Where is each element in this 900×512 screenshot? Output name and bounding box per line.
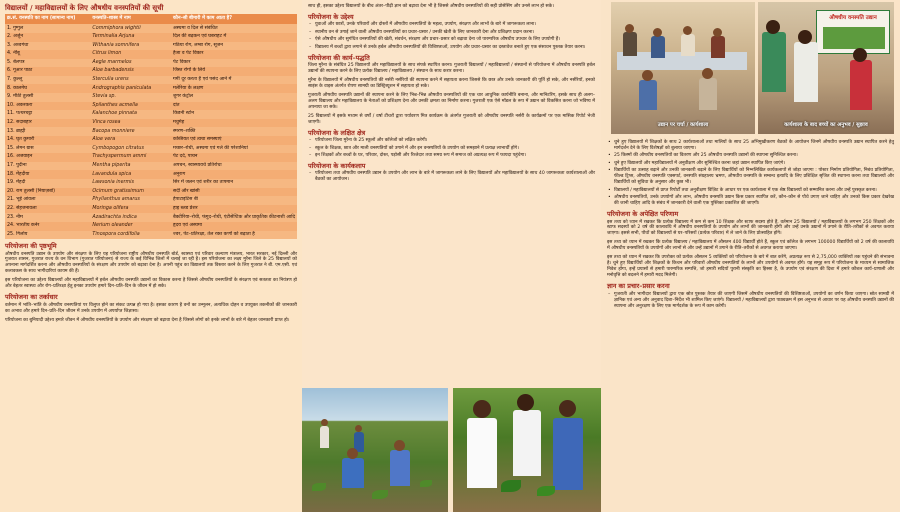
list-item: • चुने हुए विद्यालयों में शिक्षकों के साथ 2 कार्यशालाओं तथा मालियों के साथ 25 अभिमुखीकरण बैठकों के आयोजन जिनमें औषधीय वनस्पति उद्यान स्थापित करने हेतु मार्गदर्शन देने के लिए विशेषज्ञों को बुलाया जाएगा। [607, 140, 894, 152]
plant-scientific-name: Sterculia urens [92, 77, 129, 83]
target-list [308, 138, 595, 159]
plant-use: अस्थमा व दिल से संबंधित [172, 25, 218, 31]
plant-use: पेट विकार [172, 59, 191, 65]
plant-scientific-name: Andrographis paniculata [92, 85, 152, 91]
table-row [5, 119, 297, 128]
program-banner: औषधीय वनस्पति उद्यान [816, 10, 890, 54]
plant-scientific-name: Aloe vera [92, 137, 116, 143]
plant-use: सर्दी और खांसी [172, 188, 200, 194]
target-title: परियोजना के लक्षित क्षेत्र [308, 128, 366, 137]
plant-scientific-name: Trachyspermum ammi [92, 154, 147, 160]
photo-caption-children: कार्यशाला के बाद बच्चों का अनुभव / सुझाव [784, 122, 868, 129]
intro-paragraph: साथ ही, इसका उद्देश्य विद्यालयों के बीच अंतर–पीढ़ी ज्ञान को बढ़ावा देना भी है जिससे औषधीय वनस्पतियों की सही प्रोसेसिंग और उनसे लाभ हो सके। [308, 4, 554, 9]
plant-use: हेपाटाइटिस बी [172, 197, 198, 203]
table-row [5, 222, 297, 231]
list-item: – स्थानीय वन से उगाई जाने वाली औषधीय वनस्पतियों का प्रचार–प्रसार / उनकी खेती के लिए जानकारी देना और प्रशिक्षण प्रदान करना। [308, 30, 595, 36]
plant-use: गठिया रोग, लम्बा रोग, सूजन [172, 42, 223, 48]
table-row [5, 205, 297, 214]
plant-use: कब्जियत एवं त्वचा समस्याएं [172, 137, 222, 143]
plant-common-name: 20. राम तुलसी (नियाज़बो) [7, 188, 55, 194]
plant-scientific-name: Lavandula spica [92, 171, 132, 177]
outcomes-paragraph-1: इस तथ्य को ध्यान में रखकर कि प्रत्येक विद्यालय में कम से कम 10 शिक्षक और स्टाफ सदस्य होते हैं, वर्तमान 25 विद्यालयों / महाविद्यालयों के लगभग 250 शिक्षकों और स्टाफ सदस्यों को 2 वर्ष की कालावधि में औषधीय वनस्पतियों के उपयोग और लाभों की जानकारी होगी और उन्हें उनके उद्यानों में उगाने के रीति–तरीकों से अवगत कराया जाएगा। इससे सभी, पौधों को विद्यालयों से घर–परिसरों (प्रत्येक परिवार) में ले जाने के लिए प्रोत्साहित होंगे। [607, 219, 894, 237]
list-item: • औषधीय वनस्पतियों, उनके उपयोगों और लाभ, औषधीय वनस्पति उद्यान किस प्रकार स्थापित करें, कौन–कौन से पौधे उगाए जाने चाहिए और उनको किस प्रकार देखरेख की जानी चाहिए आदि के संबंध में जानकारी देने वाली एक पुस्तिका प्रकाशित की जाएगी। [607, 195, 894, 207]
plant-scientific-name: Bacopa monniere [92, 128, 135, 134]
plant-common-name: 17. पुदीना [7, 163, 27, 168]
plant-scientific-name: Ocimum gratissimum [92, 188, 144, 194]
plant-common-name: 16. अजवाइन [7, 154, 33, 160]
photo-caption-workshop: उद्यान पर चर्चा / कार्यशाला [657, 122, 709, 129]
plant-scientific-name: Aloe barbadensis [92, 68, 134, 74]
knowledge-list [607, 292, 894, 310]
table-row [5, 84, 297, 93]
plant-common-name: 15. लेमन ग्रास [7, 145, 34, 151]
plant-use: बैक्टीरिया–रोधी, फंगुद–रोधी, एंटीसेप्टिक और प्राकृतिक कीटनाशी आदि [172, 214, 295, 220]
plant-use: हैजा व पेट विकार [172, 51, 204, 57]
table-row [5, 153, 297, 162]
plant-use: मधुमेह [172, 120, 185, 126]
plant-common-name: 21. भूई आंवला [7, 197, 36, 203]
table-row [5, 33, 297, 42]
table-row [5, 213, 297, 222]
plant-scientific-name: Cymbopogon citratus [92, 145, 144, 151]
list-item: – गुजराती और भागीदार विद्यालयों द्वारा एक स्रोत पुस्तक तैयार की जाएगी जिसमें औषधीय वनस्पतियों की विशिष्टताओं, उपयोगों का वर्णन किया जाएगा। स्रोत सामग्री में ज्ञानिक एवं अन्य और अनुवाद दिशा–निर्देश भी शामिल किए जाएंगे। विद्यालयों / महाविद्यालयों द्वारा पाठ्यक्रम में इस अनुभव से आधार पर यह औषधीय वनस्पति उद्यानों की स्थापना और अनुरक्षण के लिए एक मार्गदर्शक के रूप में काम करेगी। [607, 292, 894, 310]
plant-use: हाइ ब्लड प्रेशर [172, 205, 198, 211]
activities-continued-list [607, 140, 894, 207]
table-row [5, 110, 297, 119]
plant-use: अपचन, स्वास्थ्यवर्ध प्रतिरोधा [172, 163, 222, 168]
plant-common-name: 13. ब्राह्मी [7, 128, 26, 134]
table-row [5, 93, 297, 102]
table-row [5, 127, 297, 136]
plant-common-name: 22. सेहजनावला [7, 205, 37, 211]
table-row [5, 162, 297, 171]
header-scientific-name: वनस्पति–शास्त्र में नाम [90, 14, 171, 24]
plant-common-name: 3. अश्वगंधा [7, 42, 29, 48]
plant-scientific-name: Mentha piperita [92, 163, 131, 168]
list-item: • विद्यार्थियों का उत्साह बढ़ाने और उनकी जानकारी बढ़ाने के लिए विद्यार्थियों को निम्नलिखित कार्यकलापों से जोड़ा जाएगा : पोस्टर निर्माण प्रतियोगिता, निबंध प्रतियोगिता, फील्ड ट्रिप्स, औषधीय वनस्पति एक्सपर्ट, वनस्पति संग्रहालय भ्रमण, औषधीय वनस्पति के सम्बन्ध इत्यादि के लिए प्रशिक्षित सृजित की स्थापना करना तथा विद्यालयों और विद्यार्थियों को सुविधा के अनुसार और कुछ भी। [607, 168, 894, 186]
plant-scientific-name: Nerium oleander [92, 223, 133, 229]
plant-common-name: 14. घृत कुमारी [7, 137, 35, 143]
plant-common-name: 10. अकरकरा [7, 102, 33, 108]
table-header-row [5, 14, 297, 24]
background-paragraph-2: इस परियोजना का उद्देश्य विद्यालयों और महाविद्यालयों में हर्बल औषधीय वनस्पति उद्यानों का विकास करना है जिससे औषधीय वनस्पतियों के संरक्षण एवं सततता का नियंत्रण हो और बेहतर स्वास्थ्य और रोग–प्रतिरक्षा हेतु इनका उपयोग हमारे दिन–प्रति–दिन के जीवन में हो सके। [5, 278, 297, 290]
table-row [5, 50, 297, 59]
plant-use: मलेरिया के लक्षण [172, 85, 204, 91]
plant-use: अनुराग [172, 171, 186, 177]
plant-scientific-name: Tinospora cordifolia [92, 231, 140, 237]
table-row [5, 145, 297, 154]
table-row [5, 136, 297, 145]
table-row [5, 67, 297, 76]
background-title: परियोजना की पृष्ठभूमि [5, 242, 57, 251]
plant-use: जिस्त रोगों के लिये [172, 68, 206, 74]
plant-common-name: 5. बेलपत्र [7, 59, 25, 65]
plant-common-name: 9. मीठी तुलसी [7, 94, 34, 100]
plant-scientific-name: Phyllanthus amarus [92, 197, 140, 203]
methodology-paragraph-4: 25 विद्यालयों में इसके मध्यम से वर्षों / वर्षा टीचरों द्वारा पर्यावरण मित्र कार्यक्रम के अंतर्गत गुजराती को औषधीय वनस्पति नर्सरी के कार्यक्रमों पर एक मासिक रिपोर्ट भेजी जाएगी। [308, 113, 595, 125]
plant-common-name: 6. गूआर पाठा [7, 68, 33, 74]
plant-use: स्मरण–शक्ति [172, 128, 196, 134]
plant-common-name: 25. गिलोय [7, 231, 28, 237]
photo-school-garden [302, 388, 448, 512]
plant-common-name: 4. नींबू [7, 51, 20, 57]
table-row [5, 76, 297, 85]
list-item: • विद्यालयों / महाविद्यालयों से प्राप्त रिपोर्टों तथा अनुवीक्षण विज़िट के आधार पर एक कार्यशाला में एक श्रेष्ठ विद्यालयों को सम्मानित करना और उन्हें पुरस्कृत करना। [607, 188, 894, 194]
photo-workshop-classroom [611, 2, 755, 134]
plant-scientific-name: Aegle marmelos [92, 59, 132, 65]
activities-list [308, 171, 595, 183]
header-common-name: क्र.सं. वनस्पति का नाम (सामान्य नाम) [5, 14, 90, 24]
list-item: – स्कूल के शिक्षक, छात्र और माली वनस्पतियों को उगाने में और इन वनस्पतियों के उपयोग को समझाने में प्रत्यक्ष लाभार्थी होंगे। [308, 146, 595, 152]
list-item: – ऐसे औषधीय और सुगंधित वनस्पतियों की खेती, संवर्धन, संरक्षण और प्रचार–प्रसार को बढ़ावा देना जो पारम्परिक औषधीय उपचार के लिए उपयोगी हैं। [308, 37, 595, 43]
plant-use: हृदय एवं अस्थमा [172, 223, 202, 229]
plant-scientific-name: Lawsonia inermis [92, 180, 135, 186]
background-paragraph-1: औषधीय वनस्पति उद्यान के उपयोग और संरक्षण के लिए यह परियोजना राष्ट्रीय औषधीय वनस्पति बोर्ड, स्वास्थ्य एवं परिवार कल्याण मंत्रालय, भारत सरकार, नई दिल्ली और गुजरात शासन, गुजरात राज्य के वन विभाग (गुजरात परियोजना) से राज्य के कई विभिन्न जिलों में चलाई जा रही है। इस परियोजना का लक्ष्य मुरैना जिले के 25 विद्यालयों को अपनाना मार्गदर्शित करना और औषधीय वनस्पतियों के संरक्षण और उपयोग को बढ़ावा देना है। अपनी पहुंच का विद्यालयों तक विस्तार करने के लिए गुजरात ने बी. एम.एसी. एवं कलावकस के साथ भागीदारियां कायम की हैं। [5, 251, 297, 275]
column-right [601, 0, 900, 512]
list-item: • 25 किस्मों की औषधीय वनस्पतियों का वितरण और 25 औषधीय वनस्पति उद्यानों की स्थापना सुनिश्चित करना। [607, 153, 894, 159]
outcomes-paragraph-3: इस तथ्य को ध्यान में रखकर कि उपरोक्त को प्रत्येक औसतन 5 व्यक्तियों को परियोजना के बारे में बात करेंगे, अप्रत्यक्ष रूप से 2,75,000 व्यक्तियों तक पहुंचने की संभावना है। चुने हुए विद्यार्थियों और शिक्षकों के किचन और परिवारों औषधीय वनस्पतियों के लाभों और उपयोगों से अवगत होंगे। यह समूह रूप में परियोजना के माध्यम से सामाजिक निवेश होगा, इन्हें प्रयासों से हमारी पारम्परिक सम्पत्ति, जो हमारी सदियों पुरानी संस्कृति का हिस्सा है, के उपयोग एवं संरक्षण की दिशा में हमारे कौशल कार्य–प्रणाली और मनोवृत्ति को बदलने में हमारी मदद मिलेगी। [607, 255, 894, 279]
plant-common-name: 18. मेंहदीया [7, 171, 30, 177]
methodology-paragraph-1: जिला मुरैना के संबंधित 25 विद्यालयों और महाविद्यालयों के साथ संपर्क स्थापित करना। गुजराती विद्यालयों / महाविद्यालयों / संस्थानों से परियोजना में औषधीय वनस्पति हर्बल उद्यानों की स्थापना करने के लिए प्रत्येक विद्यालय / महाविद्यालय / संस्थान के साथ करार करना। [308, 63, 595, 74]
table-row [5, 170, 297, 179]
plant-common-name: 24. भारतीय कनेर [7, 223, 40, 229]
plant-use: मच्छर–रोधी, अस्थमा एवं गले की परेशानियां [172, 145, 248, 151]
plant-scientific-name: Spilanthes acmella [92, 102, 138, 108]
objectives-list [308, 22, 595, 50]
table-row [5, 24, 297, 33]
plant-scientific-name: Vinca rosea [92, 120, 121, 126]
plant-scientific-name: Moringa olifera [92, 205, 129, 211]
plant-use: शुगर कंट्रोल [172, 94, 194, 100]
plant-scientific-name: Citrus limon [92, 51, 122, 57]
plant-common-name: 23. नीम [7, 214, 23, 220]
photo-planting-children [453, 388, 601, 512]
plant-use: ज्वर, पेट–प्रतिरक्षा, तेल रक्त कणों को बढ़ाता है [172, 231, 255, 237]
column-middle [302, 0, 601, 512]
plant-common-name: 1. गुग्गुल [7, 25, 24, 31]
list-item: • चुने हुए विद्यालयों और महाविद्यालयों में अनुवीक्षण और सुनिश्चित करना जहां उद्यान स्थापित किए जाएंगे। [607, 161, 894, 167]
plant-scientific-name: Stevia sp. [92, 94, 116, 100]
photo-students-banner [758, 2, 894, 134]
table-row [5, 42, 297, 51]
list-item: – इन शिक्षकों और बच्चों के घर, परिवार, दोस्त, पड़ोसी और रिश्तेदार तथा समग्र रूप में समाज को अप्रत्यक्ष रूप में फायदा पहुंचेगा। [308, 153, 595, 159]
plant-common-name: 8. कालमेघ [7, 85, 27, 91]
header-use: कौन–सी बीमारी में काम आता है? [171, 14, 297, 24]
plant-scientific-name: Withania somnifera [92, 42, 140, 48]
plant-common-name: 12. सदाबहार [7, 120, 32, 126]
methodology-paragraph-2: मुरैना के विद्यालयों में औषधीय वनस्पतियों की नर्सरी नर्सरियों की स्थापना करने में सहायता करना जिससे कि छात्र और उनके जानकारी की पूर्ति हो सके, और नर्सरियों, इनको साइंस के वाइस अंतर्गत रोपण सामग्री का डिस्ट्रिब्यूशन में सहायता हो सके। [308, 77, 595, 89]
plant-common-name: 2. अर्जुन [7, 34, 23, 40]
rationale-paragraph-1: वर्तमान में भांति–भांति के औषधीय वनस्पतियां पर विलुप्त होने का संकट उत्पन्न हो गया है। इसका कारण है वनों का उन्मूलन, अत्यधिक दोहन व उपयुक्त तकनीकों की जानकारी का अभाव और हमारे दिन–प्रति–दिन जीवन में उनके उपयोग में अपर्याप्त जिज्ञासा। [5, 302, 297, 314]
plant-scientific-name: Commiphora wightii [92, 25, 141, 31]
methodology-title: परियोजना की कार्य–पद्धति [308, 53, 370, 62]
plant-common-name: 19. मेंहदी [7, 180, 26, 186]
methodology-paragraph-3: गुजराती औषधीय वनस्पति उद्यानों की स्थापना करने के लिए भिन्न–भिन्न औषधीय वनस्पतियों की एक चार आधुनिक कार्यनीति बनाना, और मानिटरिंग, इसके साथ ही अलग–अलग विद्यालय और महाविद्यालय के नेताओं को प्रशिक्षण देना और उनकी क्षमता का निर्माण करना। गुजराती एक ऐसे मॉडल के रूप में उद्यान को विकसित करना जो भविष्य में अपनाया जा सके। [308, 92, 595, 110]
plant-scientific-name: Terminalia Arjuna [92, 34, 135, 40]
list-item: – युवाओं और छात्रों, उनके परिवारों और दोस्तों में औषधीय वनस्पतियों के महत्व, उपयोग, संरक्षण और लाभों के बारे में जागरूकता लाना। [308, 22, 595, 28]
plant-use: सिर में जलन एवं शरीर का तापमान [172, 180, 234, 186]
plant-use: पेट दर्द, पाचन [172, 154, 198, 160]
table-row [5, 188, 297, 197]
table-row [5, 102, 297, 111]
plant-use: गर्मी दूर करता है एवं पसंद आने में [172, 77, 232, 83]
plant-scientific-name: Kalanchoe pinnata [92, 111, 137, 117]
table-row [5, 196, 297, 205]
medicinal-plants-table [5, 14, 297, 239]
plant-use: दांत [172, 102, 180, 108]
rationale-title: परियोजना का तर्काधार [5, 293, 58, 302]
activities-title: परियोजना के कार्यकलाप [308, 161, 366, 170]
objectives-title: परियोजना के उद्देश्य [308, 12, 354, 21]
plant-common-name: 11. पत्थरचट्टा [7, 111, 33, 117]
knowledge-title: ज्ञान का प्रचार–प्रसार करना [607, 282, 670, 291]
outcomes-title: परियोजना के अपेक्षित परिणाम [607, 210, 679, 219]
table-row [5, 179, 297, 188]
list-item: – परियोजना तथा औषधीय वनस्पति उद्यान के उपयोग और लाभ के बारे में जागरूकता लाने के लिए विद्यालयों और महाविद्यालयों के साथ 40 जागरूकता कार्यशालाओं और बैठकों का आयोजन। [308, 171, 595, 183]
plant-common-name: 7. कुल्लू [7, 77, 23, 83]
plant-table-title: विद्यालयों / महाविद्यालयों के लिए औषधीय वनस्पतियों की सूची [5, 4, 164, 12]
table-row [5, 59, 297, 68]
table-row [5, 231, 297, 240]
plant-use: दिल की बढ़कन एवं घबराहट में [172, 34, 227, 40]
plant-use: किडनी स्टोन [172, 111, 195, 117]
rationale-paragraph-2: परियोजना का बुनियादी उद्देश्य हमारे जीवन में औषधीय वनस्पतियों के उपयोग और संरक्षण को बढ़ावा देना है जिससे लोगों को इनके लाभों के बारे में बेहतर जानकारी प्राप्त हो। [5, 317, 290, 323]
list-item: – विद्यालय में बच्चों द्वारा लगाने से उनके हर्बल औषधीय वनस्पतियों की विशिष्टताओं, उपयोग और प्रचार–प्रसार का दस्तावेज बनाते हुए एक संसाधन पुस्तक तैयार करना। [308, 45, 595, 51]
plant-scientific-name: Azadirachta indica [92, 214, 137, 220]
column-left [0, 0, 302, 512]
list-item: – परियोजना जिला मुरैना के 25 स्कूलों और कॉलेजों को लक्षित करेगी। [308, 138, 595, 144]
outcomes-paragraph-2: इस तथ्य को ध्यान में रखकर कि प्रत्येक विद्यालय / महाविद्यालय में औसतन 400 विद्यार्थी होते हैं, स्कूल एवं कॉलेज के लगभग 100000 विद्यार्थियों को 2 वर्ष की कालावधि में औषधीय वनस्पतियों के उपयोगों और लाभों से और उन्हें उद्यानों में उगाने के रीति–तरीकों से अवगत कराया जाएगा। [607, 240, 894, 252]
